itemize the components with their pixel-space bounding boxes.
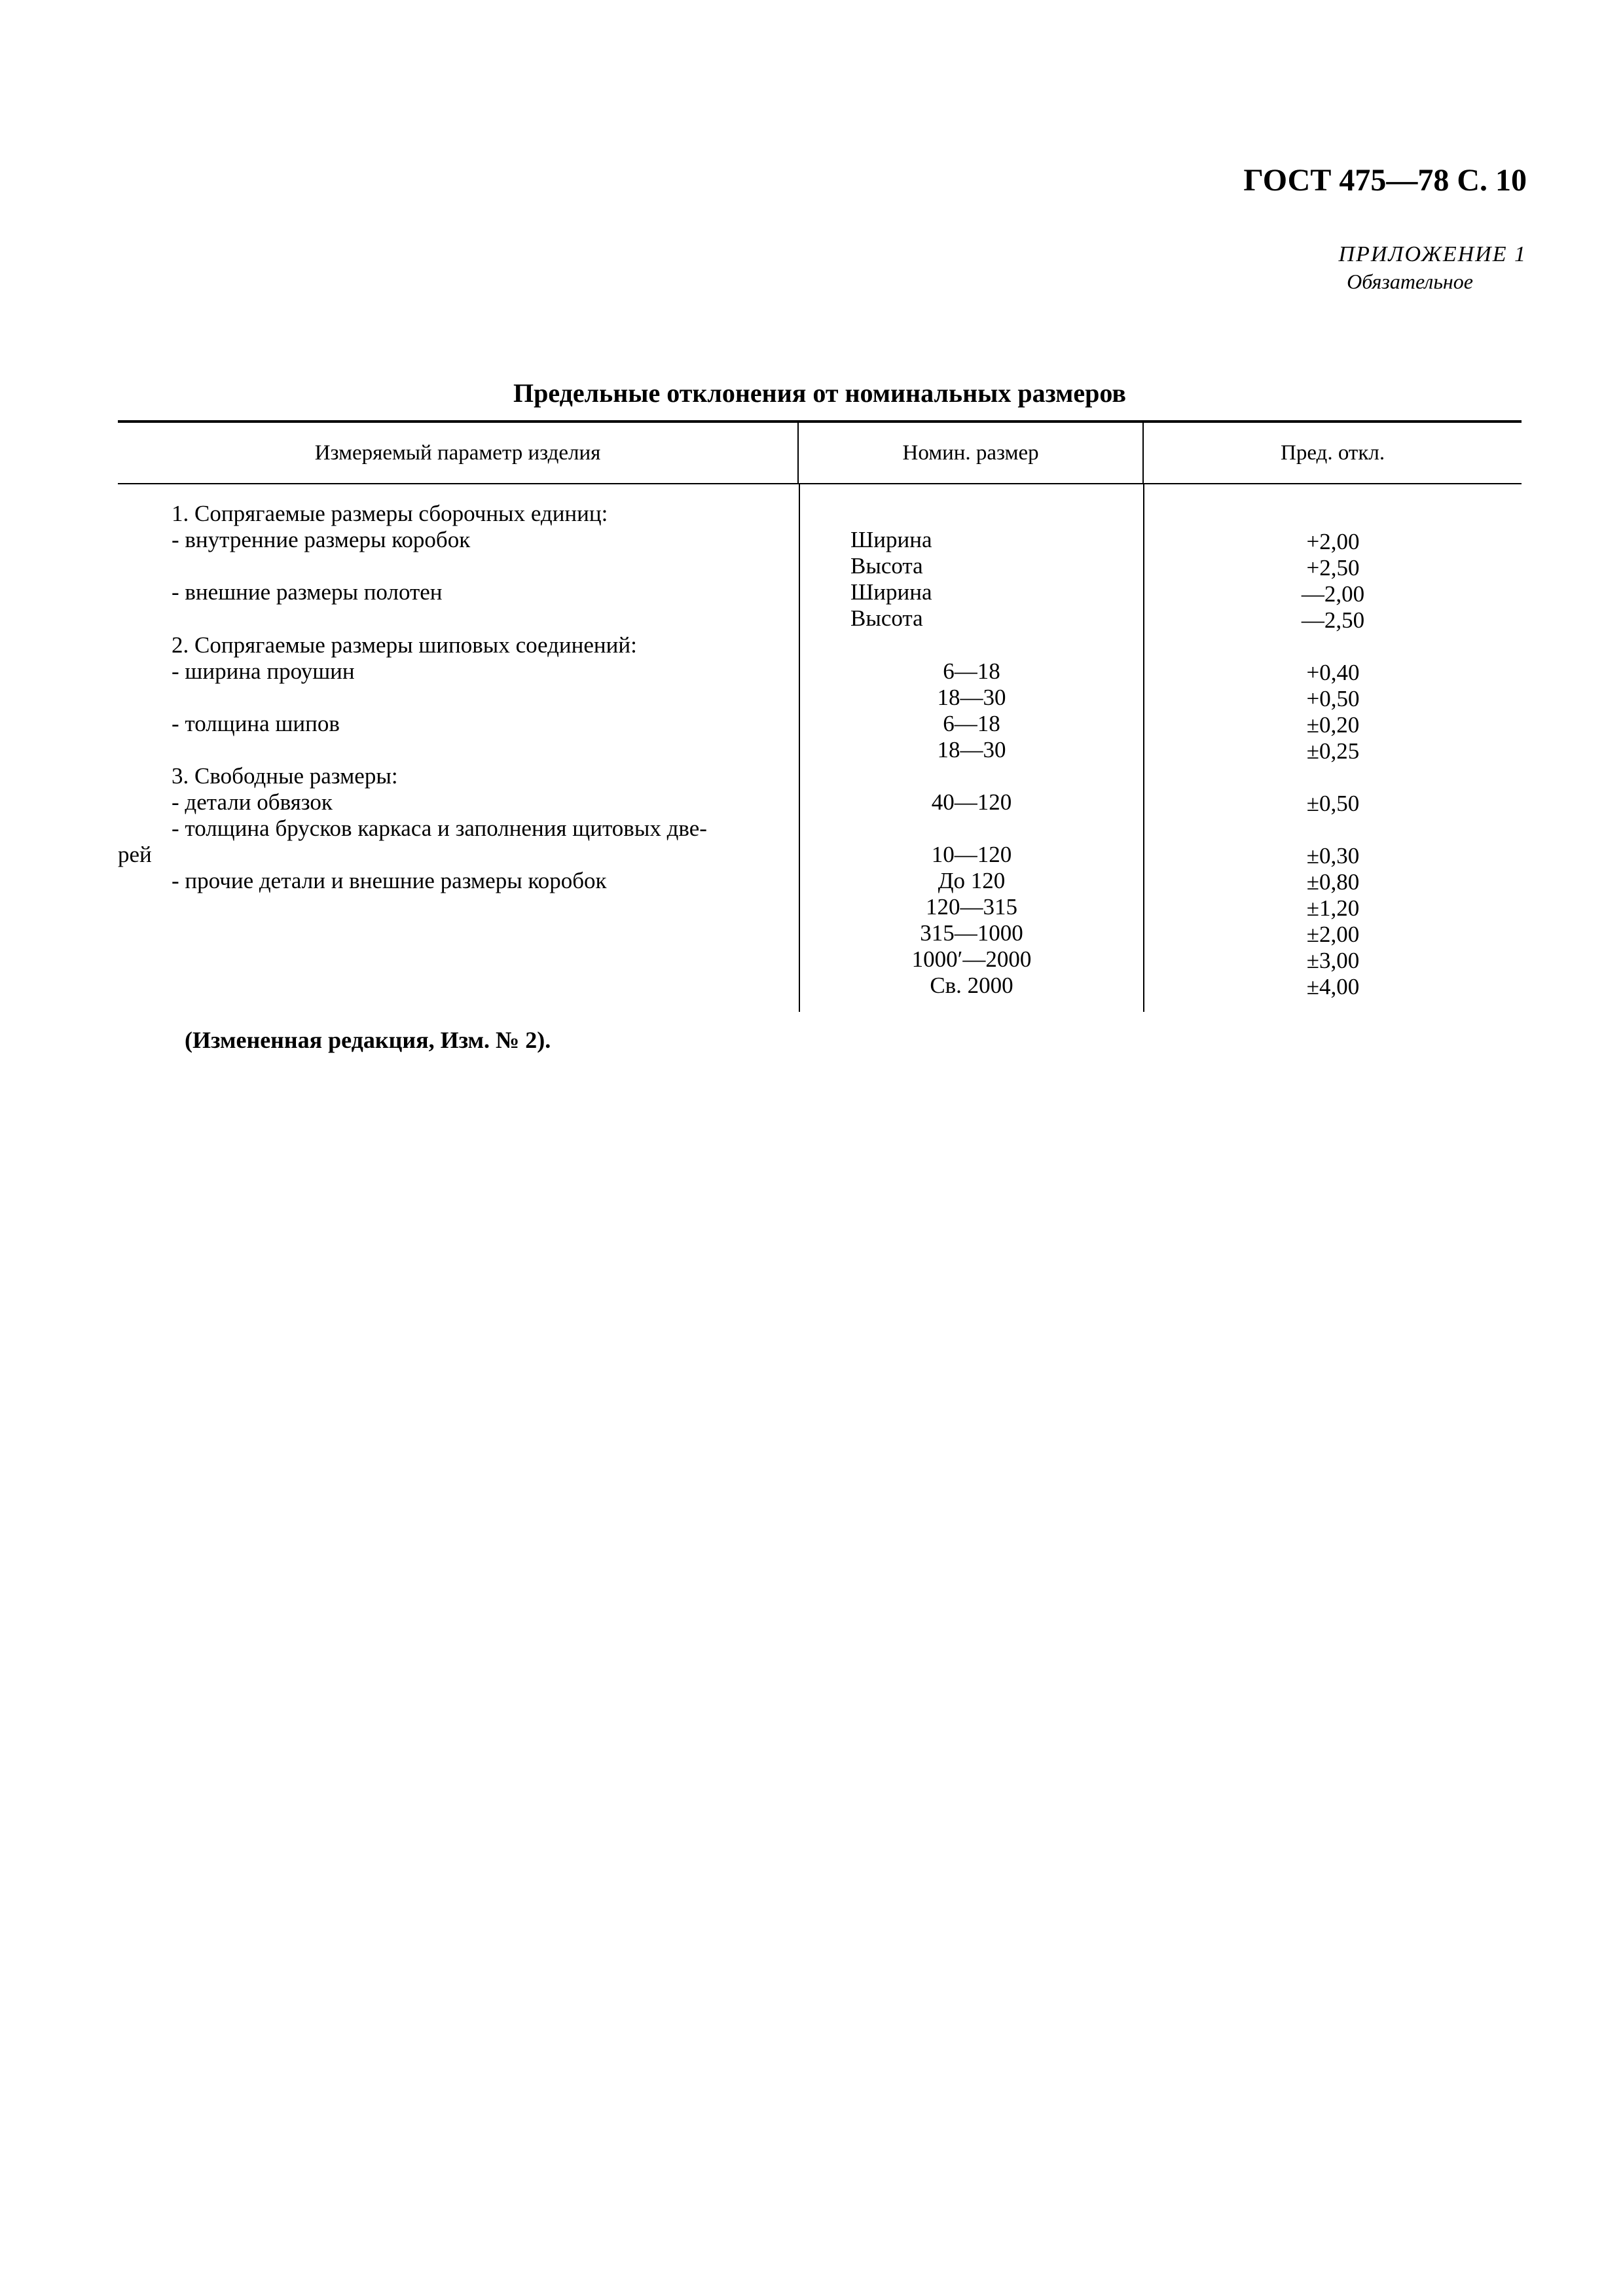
- nominal-value: 18—30: [937, 737, 1006, 762]
- deviation-value: —2,00: [1301, 581, 1365, 607]
- revision-note: (Измененная редакция, Изм. № 2).: [185, 1027, 551, 1053]
- deviation-value: +2,00: [1306, 529, 1360, 554]
- column-header-nominal: Номин. размер: [797, 423, 1142, 483]
- deviation-value: ±0,20: [1306, 712, 1360, 738]
- nominal-value: 120—315: [926, 894, 1017, 920]
- nominal-value: 1000′—2000: [911, 946, 1032, 972]
- nominal-value: 10—120: [931, 842, 1012, 867]
- deviation-value: +2,50: [1306, 555, 1360, 581]
- nominal-value: До 120: [938, 868, 1006, 893]
- nominal-value: Ширина: [850, 527, 932, 552]
- table-body: [118, 484, 1522, 1012]
- section-heading: 1. Сопрягаемые размеры сборочных единиц:: [172, 501, 608, 526]
- deviation-value: +0,40: [1306, 660, 1360, 685]
- deviation-value: ±3,00: [1306, 948, 1360, 973]
- appendix-label: [1339, 241, 1527, 295]
- parameter-item: - внешние размеры полотен: [172, 579, 443, 605]
- deviation-value: ±1,20: [1306, 895, 1360, 921]
- table-title: Предельные отклонения от номинальных размеров: [513, 378, 1126, 408]
- deviation-value: —2,50: [1301, 607, 1365, 633]
- section-heading: 2. Сопрягаемые размеры шиповых соединений:: [172, 632, 637, 658]
- deviation-value: ±2,00: [1306, 922, 1360, 947]
- parameter-item: - прочие детали и внешние размеры коробок: [172, 868, 607, 893]
- appendix-status: Обязательное: [1347, 270, 1473, 293]
- page-header: ГОСТ 475—78 С. 10: [1243, 163, 1527, 198]
- parameter-item: - детали обвязок: [172, 789, 333, 815]
- parameter-item: - внутренние размеры коробок: [172, 527, 471, 552]
- deviation-value: ±0,50: [1306, 791, 1360, 816]
- parameter-column: [118, 484, 799, 1012]
- deviation-value: ±4,00: [1306, 974, 1360, 999]
- nominal-value: 315—1000: [920, 920, 1023, 946]
- nominal-value: Св. 2000: [930, 973, 1013, 998]
- appendix-title: ПРИЛОЖЕНИЕ 1: [1338, 242, 1527, 266]
- nominal-value: Ширина: [850, 579, 932, 605]
- parameter-item: - толщина шипов: [172, 711, 340, 736]
- nominal-value: Высота: [850, 605, 923, 631]
- nominal-value: 6—18: [943, 658, 1000, 684]
- table-header-row: [118, 423, 1522, 484]
- section-heading: 3. Свободные размеры:: [172, 763, 398, 789]
- column-header-deviation: Пред. откл.: [1142, 423, 1522, 483]
- deviation-value: ±0,25: [1306, 738, 1360, 764]
- parameter-item: - толщина брусков каркаса и заполнения щитовых две-: [172, 816, 707, 841]
- parameter-item: - ширина проушин: [172, 658, 355, 684]
- column-header-parameter: Измеряемый параметр изделия: [314, 440, 601, 465]
- nominal-value: Высота: [850, 553, 923, 579]
- deviation-value: ±0,30: [1306, 843, 1360, 869]
- tolerance-table: [118, 420, 1522, 1012]
- parameter-item-continuation: рей: [118, 842, 152, 867]
- nominal-value: 18—30: [937, 685, 1006, 710]
- nominal-value: 40—120: [931, 789, 1012, 815]
- deviation-value: ±0,80: [1306, 869, 1360, 895]
- deviation-column: [1143, 484, 1522, 1012]
- nominal-column: [799, 484, 1143, 1012]
- deviation-value: +0,50: [1306, 686, 1360, 711]
- nominal-value: 6—18: [943, 711, 1000, 736]
